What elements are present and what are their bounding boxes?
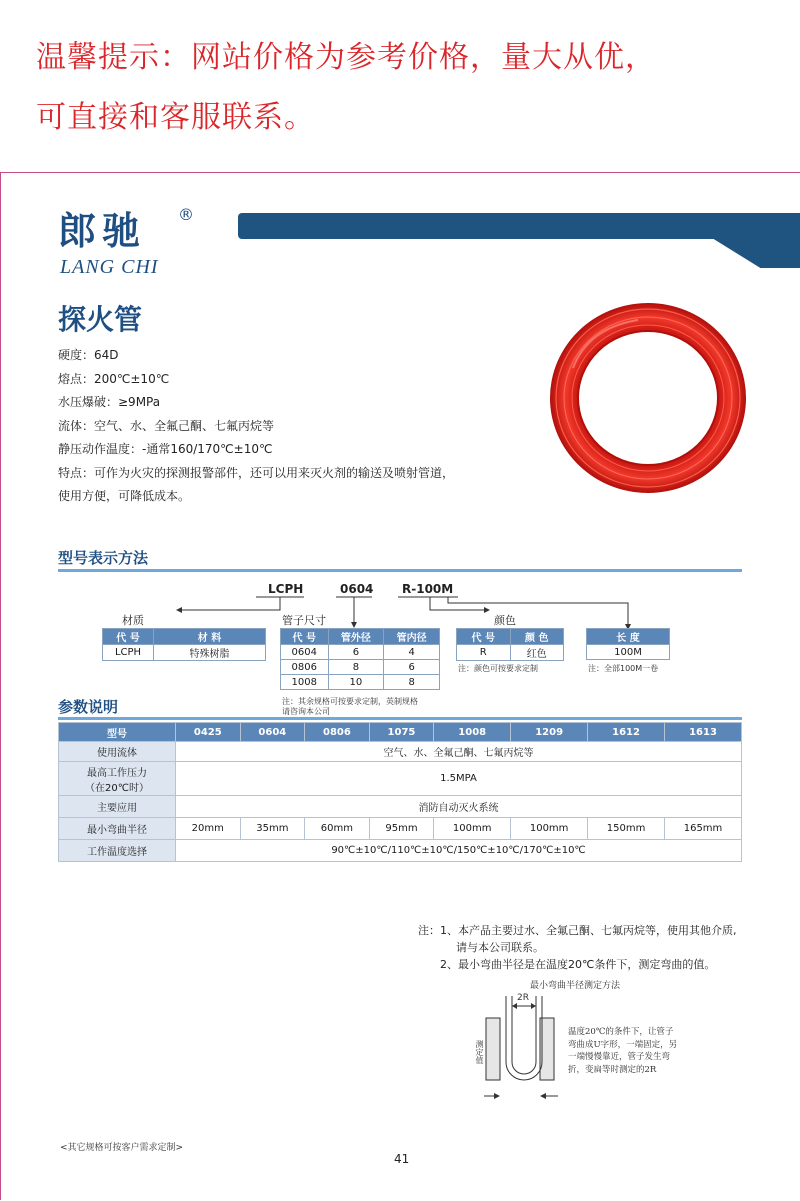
property-fluid: 流体：空气、水、全氟己酮、七氟丙烷等 — [58, 418, 275, 433]
param-table — [58, 722, 742, 862]
table-row — [457, 645, 564, 661]
table-cell: 35mm — [240, 818, 305, 840]
table-cell: 6 — [384, 660, 440, 675]
row-label: 使用流体 — [59, 742, 176, 762]
size-note-line-1: 注：其余规格可按要求定制，英制规格 — [282, 697, 418, 706]
table-cell: 8 — [384, 675, 440, 690]
table-row-fluid — [59, 742, 742, 762]
size-table — [280, 628, 440, 690]
table-cell: 165mm — [665, 818, 742, 840]
footer-note: <其它规格可按客户需求定制> — [60, 1143, 184, 1153]
color-table — [456, 628, 564, 661]
header-cell: 1209 — [511, 723, 588, 742]
row-label — [59, 762, 176, 796]
brand-logo-cn: 郎驰 — [58, 208, 147, 253]
table-cell: 空气、水、全氟己酮、七氟丙烷等 — [176, 742, 742, 762]
product-title: 探火管 — [58, 303, 143, 336]
param-section-rule — [58, 717, 742, 720]
registered-icon: ® — [178, 205, 194, 224]
header-cell: 0604 — [240, 723, 305, 742]
length-table — [586, 628, 670, 660]
row-label-line-2: （在20℃时） — [85, 782, 149, 794]
code-part-material: LCPH — [268, 582, 304, 596]
note-1-line-1: 1、本产品主要过水、全氟己酮、七氟丙烷等，使用其他介质, — [440, 924, 737, 937]
table-row — [281, 675, 440, 690]
table-cell: 60mm — [305, 818, 370, 840]
header-cell: 代 号 — [457, 629, 511, 645]
table-row-application — [59, 796, 742, 818]
table-cell: 10 — [328, 675, 384, 690]
header-cell: 1075 — [369, 723, 434, 742]
table-row — [103, 645, 266, 661]
code-part-size: 0604 — [340, 582, 374, 596]
table-cell: 0806 — [281, 660, 329, 675]
row-label: 主要应用 — [59, 796, 176, 818]
header-cell: 1613 — [665, 723, 742, 742]
table-cell: 1008 — [281, 675, 329, 690]
table-cell: 4 — [384, 645, 440, 660]
row-label: 最小弯曲半径 — [59, 818, 176, 840]
diagram-dim-label: 2R — [517, 993, 529, 1003]
table-row — [587, 645, 670, 660]
table-header-row — [457, 629, 564, 645]
param-section-title: 参数说明 — [58, 698, 119, 716]
table-cell: 100M — [587, 645, 670, 660]
brand-logo-en: LANG CHI — [60, 256, 159, 278]
material-label: 材质 — [122, 614, 144, 627]
header-cell: 管内径 — [384, 629, 440, 645]
table-cell: 100mm — [511, 818, 588, 840]
header-cell: 0806 — [305, 723, 370, 742]
bend-radius-diagram — [482, 992, 572, 1100]
table-cell: LCPH — [103, 645, 154, 661]
notice — [36, 28, 776, 148]
model-section-title: 型号表示方法 — [58, 549, 149, 567]
diagram-desc-line: 折，变扁等时测定的2R — [568, 1064, 657, 1075]
header-cell: 0425 — [176, 723, 241, 742]
property-feature: 特点：可作为火灾的探测报警部件，还可以用来灭火剂的输送及喷射管道， — [58, 465, 455, 480]
property-activation-temp: 静压动作温度：-通常160/170℃±10℃ — [58, 442, 273, 456]
table-cell: 90℃±10℃/110℃±10℃/150℃±10℃/170℃±10℃ — [176, 840, 742, 862]
row-label: 工作温度选择 — [59, 840, 176, 862]
length-note: 注：全部100M一卷 — [588, 664, 659, 673]
property-list — [58, 344, 454, 509]
diagram-desc-line: 一端慢慢靠近，管子发生弯 — [568, 1052, 671, 1062]
table-row-bend-radius — [59, 818, 742, 840]
header-cell: 材 料 — [154, 629, 266, 645]
diagram-title: 最小弯曲半径测定方法 — [530, 981, 621, 991]
header-cell: 1008 — [434, 723, 511, 742]
table-cell: 0604 — [281, 645, 329, 660]
model-section-rule — [58, 569, 742, 572]
table-row — [281, 660, 440, 675]
table-cell: 150mm — [588, 818, 665, 840]
size-label: 管子尺寸 — [282, 614, 326, 627]
table-cell: 95mm — [369, 818, 434, 840]
table-header-row — [103, 629, 266, 645]
diagram-description — [568, 1026, 677, 1076]
note-1 — [418, 922, 737, 956]
table-header-row — [59, 723, 742, 742]
table-header-row — [281, 629, 440, 645]
product-image-coiled-tube — [548, 298, 748, 498]
table-cell: 特殊树脂 — [154, 645, 266, 661]
property-melting-point: 熔点：200℃±10℃ — [58, 371, 170, 386]
diagram-desc-line: 弯曲成U字形，一端固定，另 — [568, 1039, 678, 1050]
diagram-side-label: 测定值 — [475, 1040, 484, 1064]
header-cell: 长 度 — [587, 629, 670, 645]
page-frame-left — [0, 172, 1, 1200]
table-cell: 6 — [328, 645, 384, 660]
table-row — [281, 645, 440, 660]
property-burst-pressure: 水压爆破：≥9MPa — [58, 395, 161, 409]
header-cell-model: 型号 — [59, 723, 176, 742]
note-2: 2、最小弯曲半径是在温度20℃条件下，测定弯曲的值。 — [440, 958, 716, 971]
code-part-color-length: R-100M — [402, 582, 454, 596]
header-cell: 1612 — [588, 723, 665, 742]
size-note-line-2: 请咨询本公司 — [282, 707, 330, 716]
table-cell: 消防自动灭火系统 — [176, 796, 742, 818]
table-cell: 20mm — [176, 818, 241, 840]
header-cell: 代 号 — [281, 629, 329, 645]
header-banner — [238, 213, 800, 239]
notes — [418, 922, 737, 973]
table-cell: 1.5MPA — [176, 762, 742, 796]
header-cell: 管外径 — [328, 629, 384, 645]
header-cell: 代 号 — [103, 629, 154, 645]
property-feature-cont: 使用方便，可降低成本。 — [58, 489, 191, 503]
code-connector-lines — [0, 590, 800, 630]
notice-line-1: 温馨提示：网站价格为参考价格，量大从优， — [36, 40, 656, 75]
table-row-pressure — [59, 762, 742, 796]
notes-prefix: 注： — [418, 924, 440, 937]
header-cell: 颜 色 — [510, 629, 564, 645]
page-number: 41 — [394, 1152, 410, 1166]
color-note: 注：颜色可按要求定制 — [458, 664, 538, 673]
table-cell: 100mm — [434, 818, 511, 840]
table-cell: R — [457, 645, 511, 661]
notice-line-2: 可直接和客服联系。 — [36, 100, 315, 135]
table-row-temperature — [59, 840, 742, 862]
table-cell: 8 — [328, 660, 384, 675]
row-label-line-1: 最高工作压力 — [87, 767, 147, 779]
note-1-line-2: 请与本公司联系。 — [456, 941, 544, 954]
property-hardness: 硬度：64D — [58, 348, 119, 362]
diagram-desc-line: 温度20℃的条件下，让管子 — [568, 1027, 674, 1037]
table-cell: 红色 — [510, 645, 564, 661]
color-label: 颜色 — [494, 614, 516, 627]
table-header-row — [587, 629, 670, 645]
material-table — [102, 628, 266, 661]
